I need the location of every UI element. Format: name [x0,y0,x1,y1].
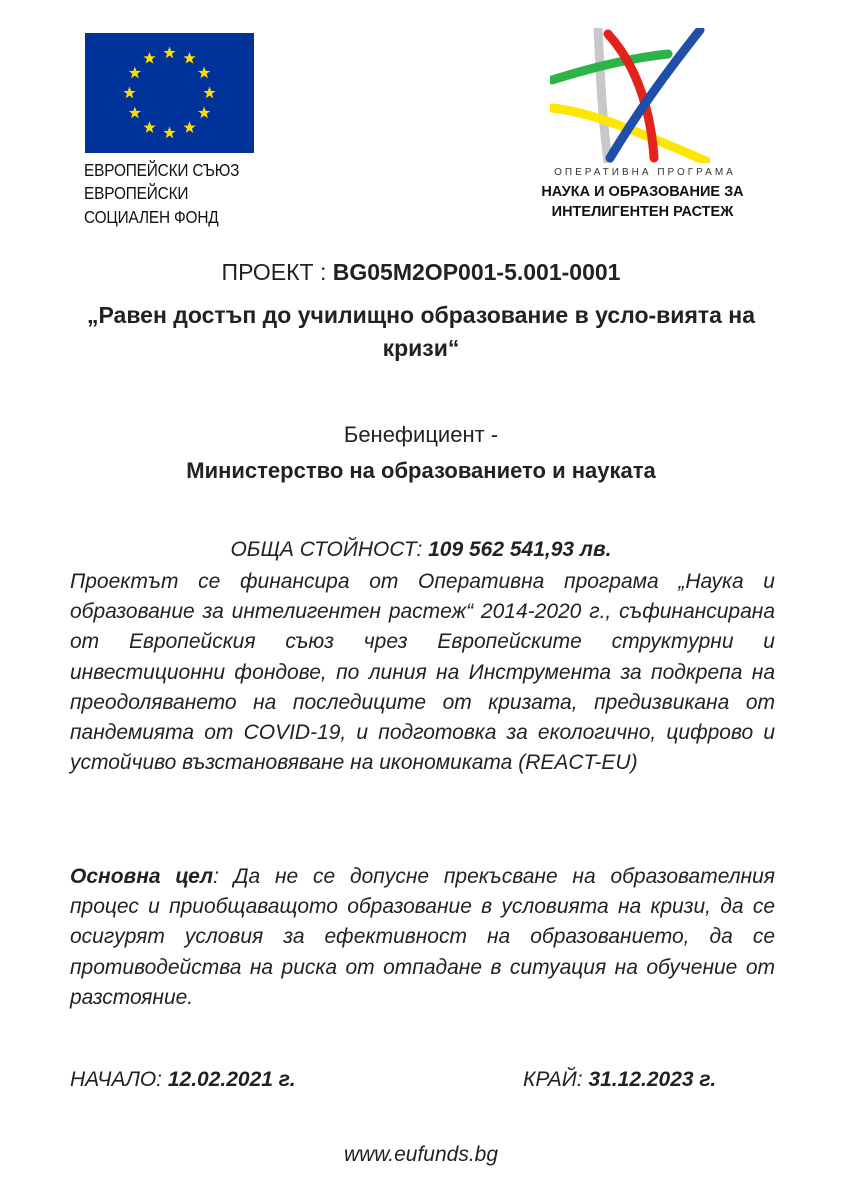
project-code-line [60,257,782,287]
op-logo-caption: ОПЕРАТИВНА ПРОГРАМА [554,167,736,178]
eu-logo-text-line3: СОЦИАЛЕН ФОНД [84,207,219,227]
goal-paragraph [70,862,775,1013]
eu-logo-text-line1: ЕВРОПЕЙСКИ СЪЮЗ [84,160,240,180]
beneficiary-label: Бенефициент - [343,422,499,447]
beneficiary-name: Министерство на образованието и науката [186,458,656,483]
end-label: КРАЙ: [523,1068,589,1091]
start-date: 12.02.2021 г. [167,1068,296,1091]
total-value-line [60,535,782,565]
total-value: 109 562 541,93 лв. [428,538,612,561]
financing-paragraph: Проектът се финансира от Оперативна програма „Наука и образование за интелигентен растеж“ 2014-2020 г., съфинансирана от Европейския съюз чрез Европейските структурни и инвестиционни фондове, по линия на Инструмента за подкрепа на преодоляването на последиците от кризата, предизвикана от пандемията от COVID-19, и подготовка за екологично, цифрово и устойчиво възстановяване на икономиката (REACT-EU) [70,570,775,775]
total-label: ОБЩА СТОЙНОСТ: [230,538,429,561]
eu-logo-text-line2: ЕВРОПЕЙСКИ [84,183,189,203]
project-title [60,299,782,365]
op-logo-title-line1: НАУКА И ОБРАЗОВАНИЕ ЗА [541,184,744,200]
op-logo-title-line2: ИНТЕЛИГЕНТЕН РАСТЕЖ [551,204,734,220]
start-label: НАЧАЛО: [70,1068,168,1091]
project-label: ПРОЕКТ : [221,259,333,285]
op-program-logo [550,28,710,163]
end-date: 31.12.2023 г. [588,1068,717,1091]
end-date-line [523,1065,716,1095]
eu-flag-logo [85,33,254,153]
project-title-text: „Равен достъп до училищно образование в усло-вията на кризи“ [86,302,755,361]
website-link[interactable]: www.eufunds.bg [343,1143,499,1166]
project-code: BG05M2OP001-5.001-0001 [332,259,621,285]
goal-label: Основна цел [70,865,214,888]
goal-text: : Да не се допусне прекъсване на образователния процес и приобщаващото образование в условията на кризи, да се осигурят условия за ефективност на образованието, да се противодейства на риска от отпадане в ситуация на обучение от разстояние. [70,865,775,1009]
start-date-line [70,1065,296,1095]
